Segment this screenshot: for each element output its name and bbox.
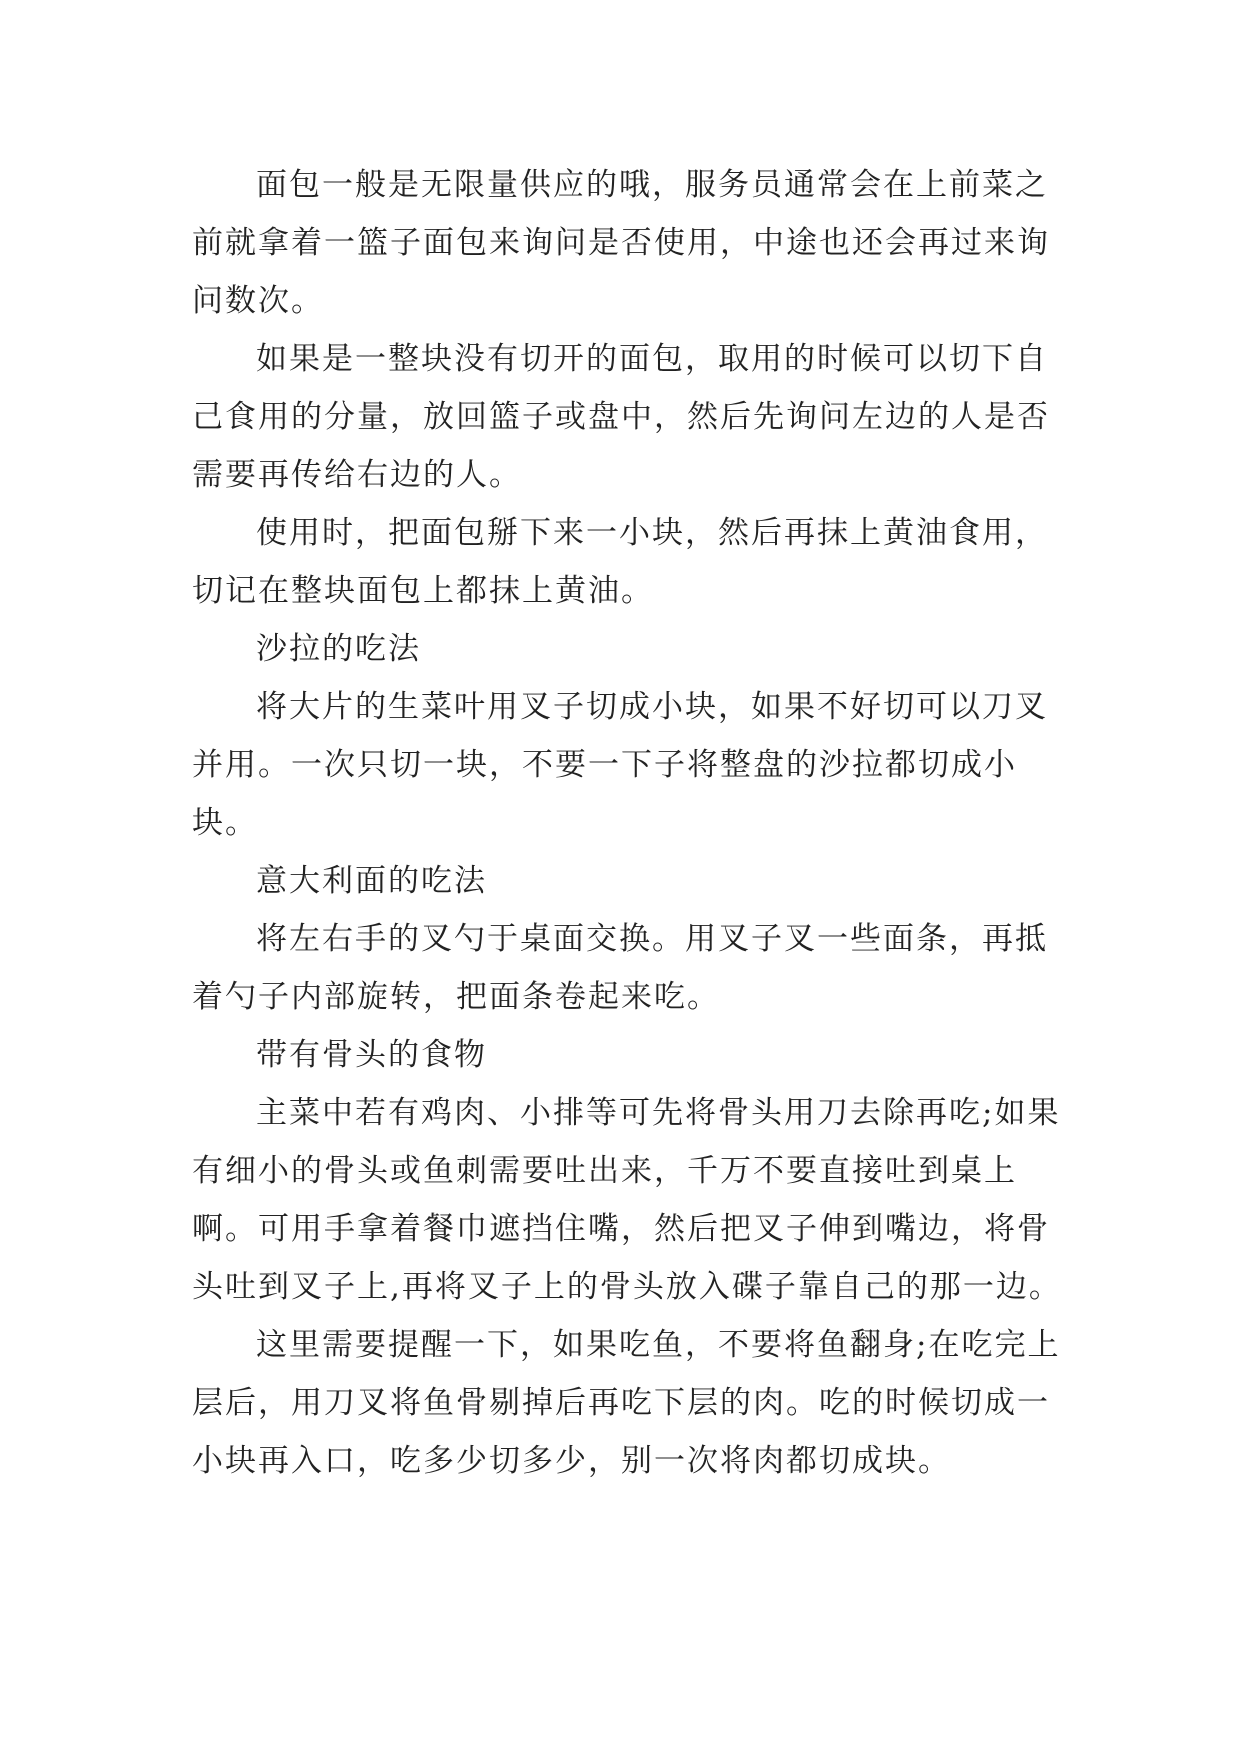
heading-bone-food: 带有骨头的食物 [256, 1037, 487, 1073]
heading-salad: 沙拉的吃法 [256, 631, 421, 667]
paragraph-bread-butter: 使用时，把面包掰下来一小块，然后再抹上黄油食用，切记在整块面包上都抹上黄油。 [192, 515, 1048, 609]
paragraph-pasta: 将左右手的叉勺于桌面交换。用叉子叉一些面条，再抵着勺子内部旋转，把面条卷起来吃。 [192, 921, 1048, 1015]
paragraph-bone-food: 主菜中若有鸡肉、小排等可先将骨头用刀去除再吃;如果有细小的骨头或鱼刺需要吐出来，千万不要直接吐到桌上啊。可用手拿着餐巾遮挡住嘴，然后把叉子伸到嘴边，将骨头吐到叉子上,再将叉子上的骨头放入碟子靠自己的那一边。 [192, 1095, 1062, 1305]
heading-pasta: 意大利面的吃法 [256, 863, 487, 899]
paragraph-salad: 将大片的生菜叶用叉子切成小块，如果不好切可以刀叉并用。一次只切一块，不要一下子将整盘的沙拉都切成小块。 [192, 689, 1048, 841]
body-text [192, 156, 1062, 1490]
paragraph-bread-service: 面包一般是无限量供应的哦，服务员通常会在上前菜之前就拿着一篮子面包来询问是否使用，中途也还会再过来询问数次。 [192, 167, 1050, 319]
paragraph-fish: 这里需要提醒一下，如果吃鱼，不要将鱼翻身;在吃完上层后，用刀叉将鱼骨剔掉后再吃下层的肉。吃的时候切成一小块再入口，吃多少切多少，别一次将肉都切成块。 [192, 1327, 1061, 1479]
paragraph-bread-whole-loaf: 如果是一整块没有切开的面包，取用的时候可以切下自己食用的分量，放回篮子或盘中，然后先询问左边的人是否需要再传给右边的人。 [192, 341, 1050, 493]
